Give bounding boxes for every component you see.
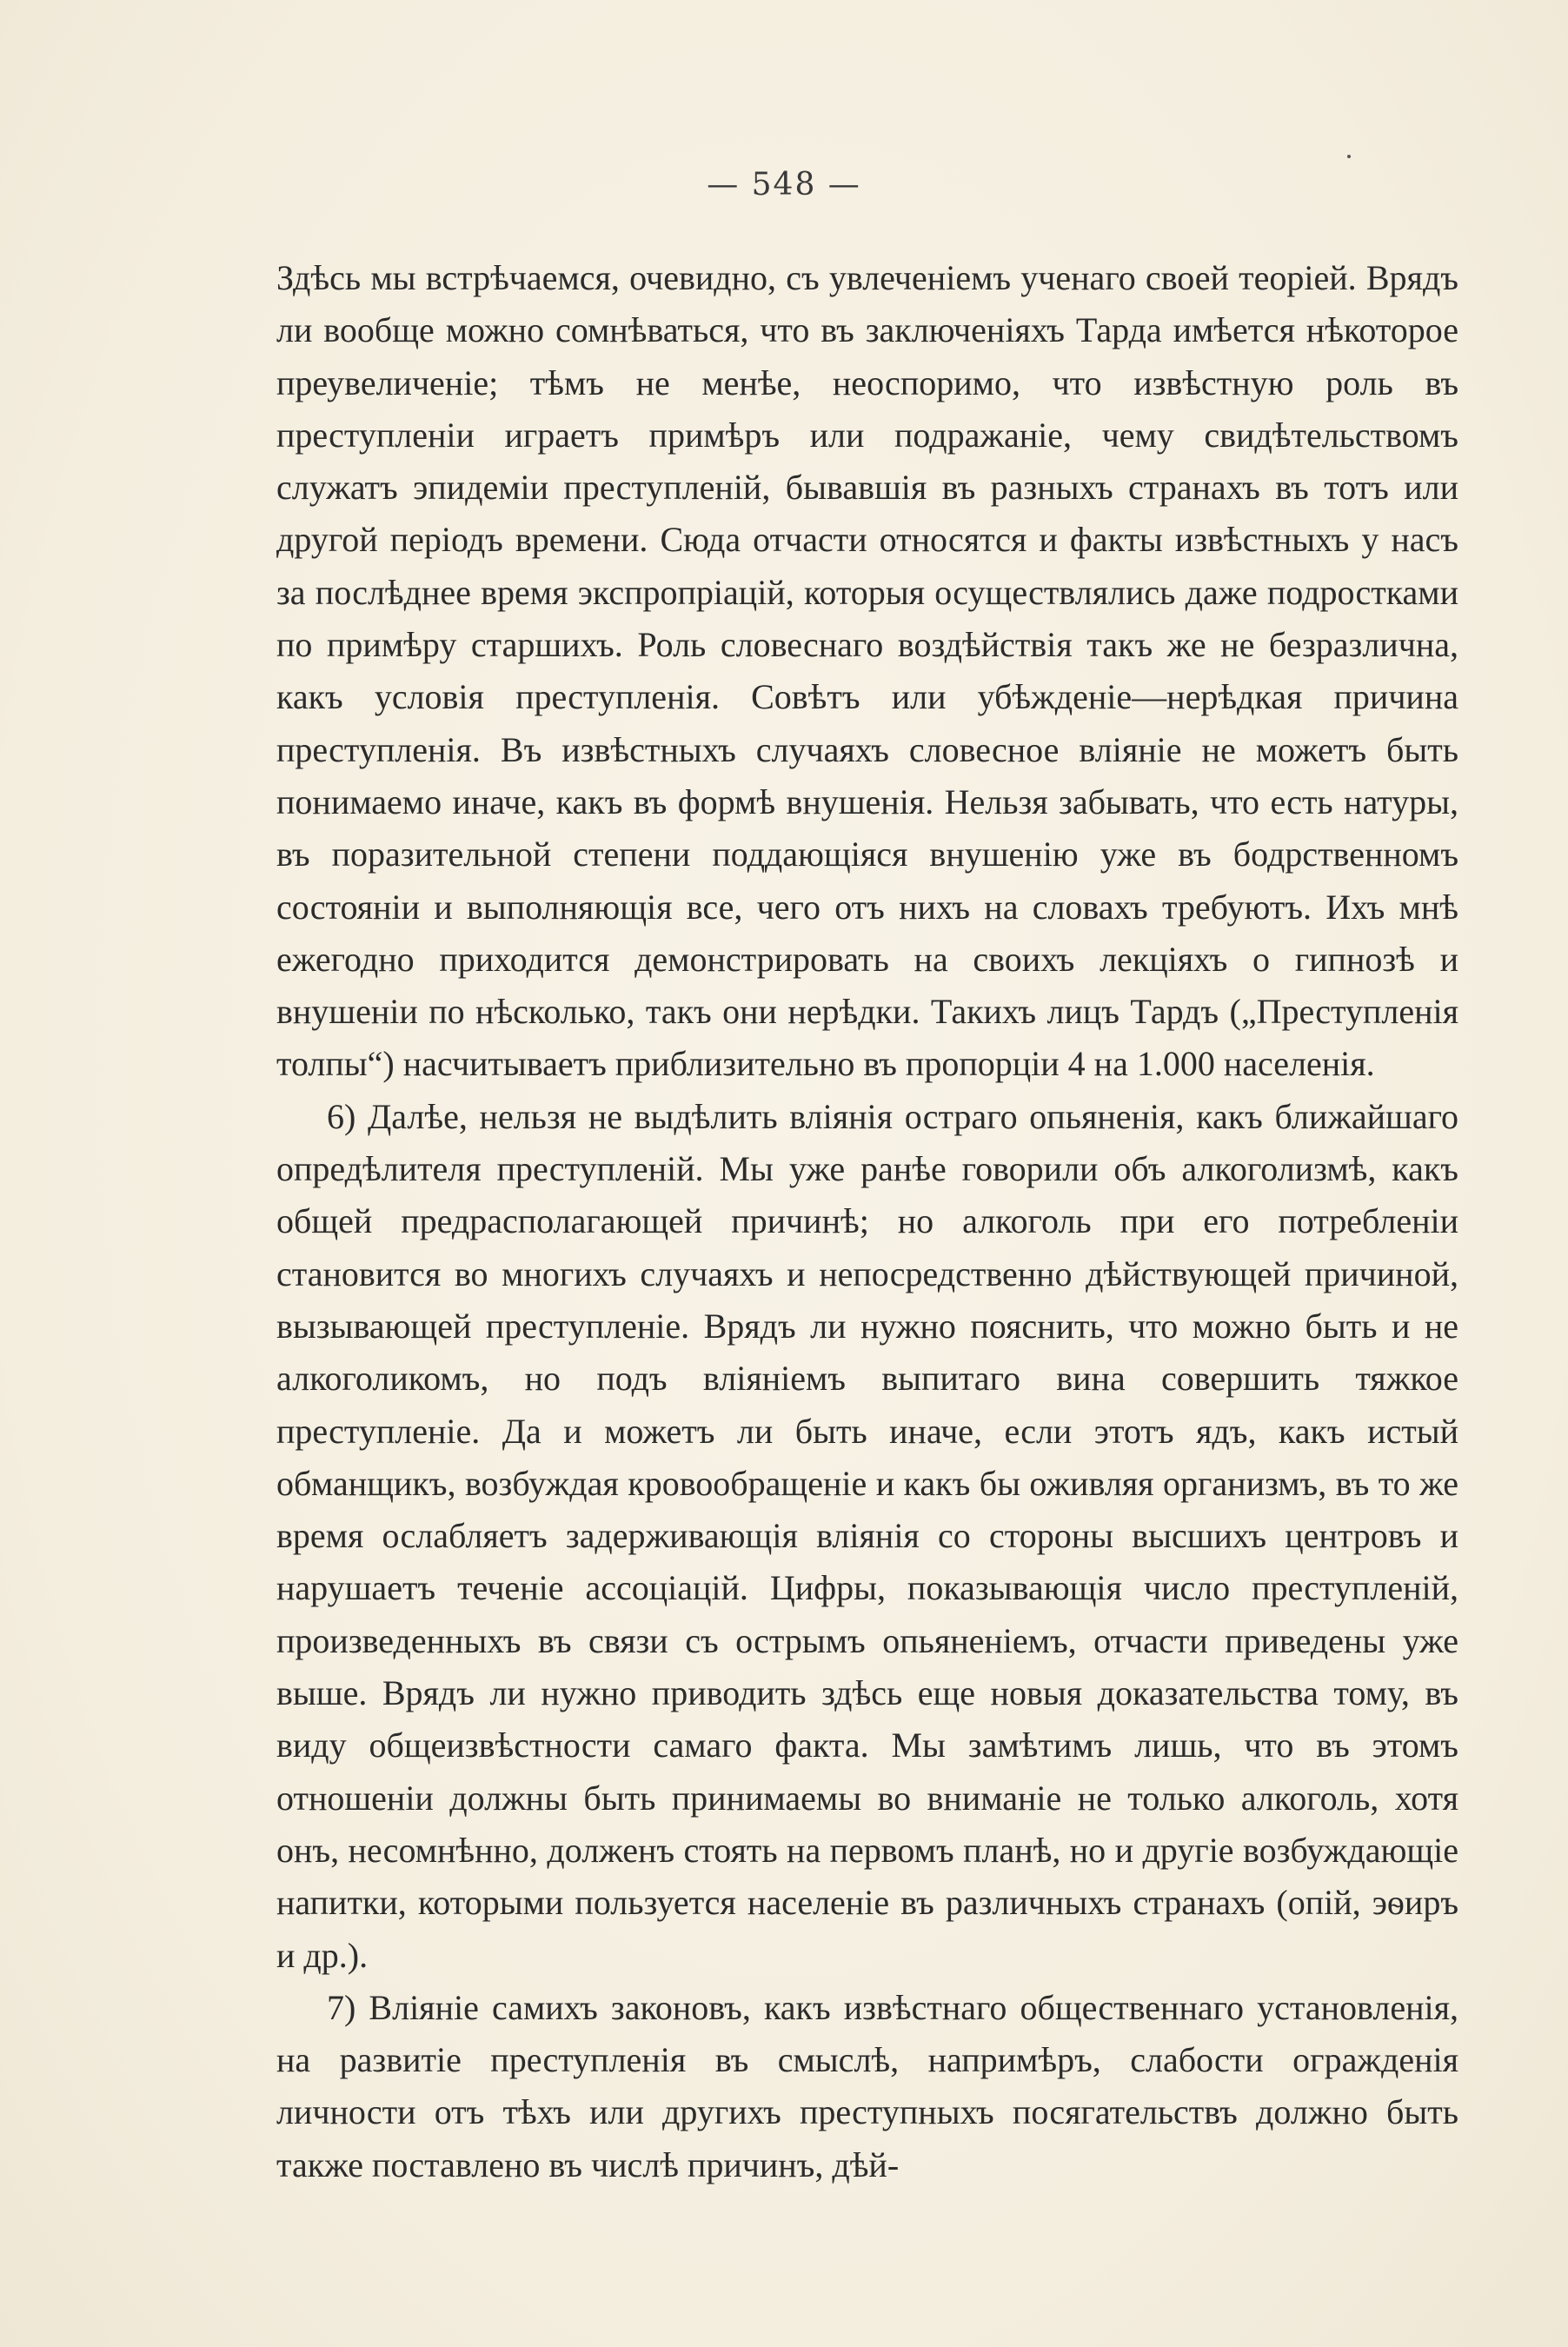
- page-number: — 548 —: [707, 167, 861, 203]
- paragraph-1: Здѣсь мы встрѣчаемся, очевидно, съ увлеченіемъ ученаго своей теоріей. Врядъ ли вообще можно сомнѣваться, что въ заключеніяхъ Тарда имѣется нѣкоторое преувеличеніе; тѣмъ не менѣе, неоспоримо, что извѣстную роль въ преступленіи играетъ примѣръ или подражаніе, чему свидѣтельствомъ служатъ эпидеміи преступленій, бывавшія въ разныхъ странахъ въ тотъ или другой періодъ времени. Сюда отчасти относятся и факты извѣстныхъ у насъ за послѣднее время экспропріацій, которыя осуществлялись даже подростками по примѣру старшихъ. Роль словеснаго воздѣйствія такъ же не безразлична, какъ условія преступленія. Совѣтъ или убѣжденіе—нерѣдкая причина преступленія. Въ извѣстныхъ случаяхъ словесное вліяніе не можетъ быть понимаемо иначе, какъ въ формѣ внушенія. Нельзя забывать, что есть натуры, въ поразительной степени поддающіяся внушенію уже въ бодрственномъ состояніи и выполняющія все, чего отъ нихъ на словахъ требуютъ. Ихъ мнѣ ежегодно приходится демонстрировать на своихъ лекціяхъ о гипнозѣ и внушеніи по нѣсколько, такъ они нерѣдки. Такихъ лицъ Тардъ („Преступленія толпы“) насчитываетъ приблизительно въ пропорціи 4 на 1.000 населенія.: [276, 258, 1458, 1084]
- ink-speck: [1347, 155, 1351, 158]
- body-text: [276, 252, 1458, 2191]
- paragraph-3: 7) Вліяніе самихъ законовъ, какъ извѣстнаго общественнаго установленія, на развитіе преступленія въ смыслѣ, напримѣръ, слабости огражденія личности отъ тѣхъ или другихъ преступныхъ посягательствъ должно быть также поставлено въ числѣ причинъ, дѣй-: [276, 1987, 1458, 2184]
- paragraph-2: 6) Далѣе, нельзя не выдѣлить вліянія остраго опьяненія, какъ ближайшаго опредѣлителя преступленій. Мы уже ранѣе говорили объ алкоголизмѣ, какъ общей предрасполагающей причинѣ; но алкоголь при его потребленіи становится во многихъ случаяхъ и непосредственно дѣйствующей причиной, вызывающей преступленіе. Врядъ ли нужно пояснить, что можно быть и не алкоголикомъ, но подъ вліяніемъ выпитаго вина совершить тяжкое преступленіе. Да и можетъ ли быть иначе, если этотъ ядъ, какъ истый обманщикъ, возбуждая кровообращеніе и какъ бы оживляя организмъ, въ то же время ослабляетъ задерживающія вліянія со стороны высшихъ центровъ и нарушаетъ теченіе ассоціацій. Цифры, показывающія число преступленій, произведенныхъ въ связи съ острымъ опьяненіемъ, отчасти приведены уже выше. Врядъ ли нужно приводить здѣсь еще новыя доказательства тому, въ виду общеизвѣстности самаго факта. Мы замѣтимъ лишь, что въ этомъ отношеніи должны быть принимаемы во вниманіе не только алкоголь, хотя онъ, несомнѣнно, долженъ стоять на первомъ планѣ, но и другіе возбуждающіе напитки, которыми пользуется населеніе въ различныхъ странахъ (опій, эѳиръ и др.).: [276, 1096, 1458, 1975]
